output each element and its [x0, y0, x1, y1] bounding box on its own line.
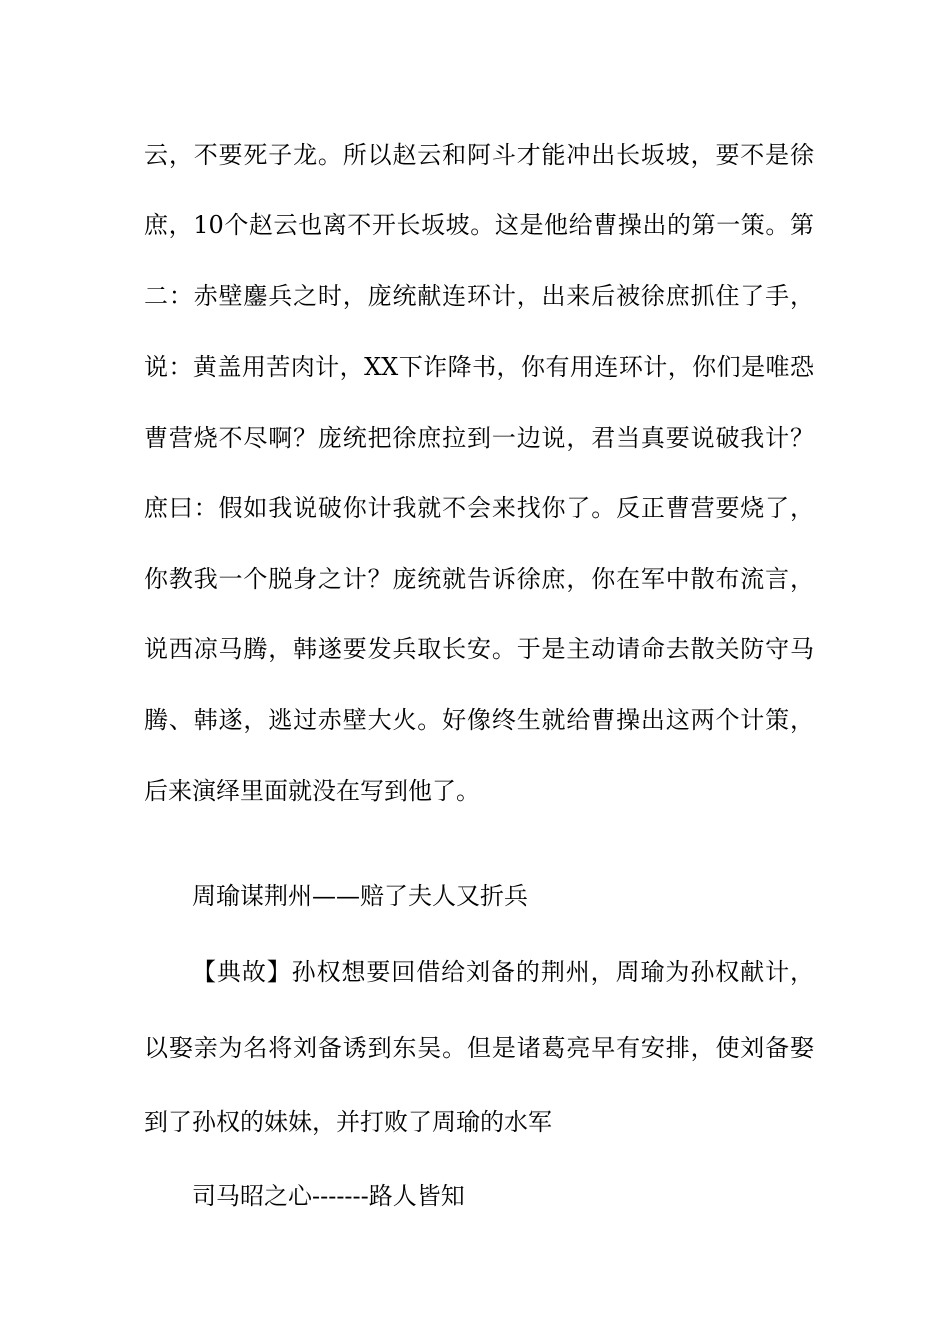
paragraph-line: 以娶亲为名将刘备诱到东吴。但是诸葛亮早有安排，使刘备娶: [144, 1034, 814, 1062]
paragraph-line: 【典故】孙权想要回借给刘备的荆州，周瑜为孙权献计，: [192, 958, 814, 986]
paragraph-line: 庶，10个赵云也离不开长坂坡。这是他给曹操出的第一策。第: [144, 211, 814, 239]
paragraph-line: 二：赤壁鏖兵之时，庞统献连环计，出来后被徐庶抓住了手，: [144, 282, 814, 310]
paragraph-line: 到了孙权的妹妹，并打败了周瑜的水军: [144, 1108, 552, 1136]
paragraph-line: 你教我一个脱身之计？庞统就告诉徐庶，你在军中散布流言，: [144, 565, 814, 593]
paragraph-line: 腾、韩遂，逃过赤壁大火。好像终生就给曹操出这两个计策，: [144, 706, 814, 734]
paragraph-line: 曹营烧不尽啊？庞统把徐庶拉到一边说，君当真要说破我计？: [144, 424, 814, 452]
paragraph-line: 后来演绎里面就没在写到他了。: [144, 777, 480, 805]
paragraph-line: 说：黄盖用苦肉计，XX下诈降书，你有用连环计，你们是唯恐: [144, 353, 814, 381]
section-heading: 司马昭之心-------路人皆知: [192, 1182, 465, 1210]
section-heading: 周瑜谋荆州——赔了夫人又折兵: [192, 882, 528, 910]
paragraph-line: 说西凉马腾，韩遂要发兵取长安。于是主动请命去散关防守马: [144, 635, 814, 663]
paragraph-line: 云，不要死子龙。所以赵云和阿斗才能冲出长坂坡，要不是徐: [144, 141, 814, 169]
paragraph-line: 庶曰：假如我说破你计我就不会来找你了。反正曹营要烧了，: [144, 494, 814, 522]
